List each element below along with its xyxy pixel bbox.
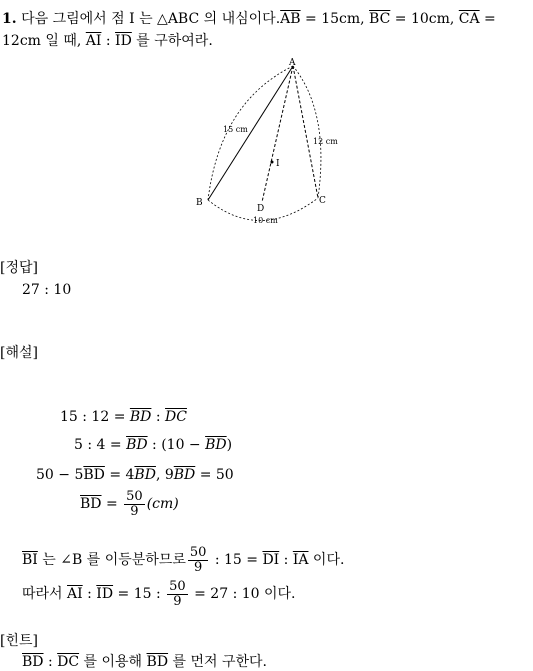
incenter-point [271, 161, 274, 164]
eq2-bd: $\overline{BD}$ [126, 437, 148, 453]
eq1-colon: : [151, 409, 166, 425]
hint-heading: [힌트] [0, 633, 38, 649]
s2-text-c: = 15 : [113, 586, 166, 603]
eq2-end: ) [226, 437, 233, 453]
eq3-end: = 50 [195, 467, 234, 483]
eq1-dc: $\overline{DC}$ [165, 409, 187, 425]
eq3-bd: $\overline{BD}$ [83, 467, 105, 483]
eq4-numerator: 50 [126, 489, 143, 504]
eq4-eq: = [101, 496, 123, 513]
label-vertex-c: C [319, 196, 326, 206]
explanation-sentence-1 [22, 546, 344, 574]
problem-number: 1. [2, 11, 17, 27]
hint-bd: $\overline{BD}$ [22, 654, 44, 670]
hint-end: 를 먼저 구한다. [168, 654, 267, 670]
ab-value: = 15cm, [300, 11, 370, 27]
label-vertex-a: A [289, 58, 296, 68]
s2-numerator: 50 [169, 579, 186, 594]
eq4-unit: (cm) [146, 496, 179, 513]
hint-mid: 를 이용해 [79, 654, 147, 670]
label-length-ab: 15 cm [223, 125, 248, 134]
equation-3 [36, 467, 234, 483]
bc-value: = 10cm, [390, 11, 459, 27]
problem-line-2 [2, 30, 213, 50]
eq3-bd-3: $\overline{BD}$ [173, 467, 196, 483]
problem-question: 를 구하여라. [131, 33, 213, 49]
s2-text-b: : [82, 586, 97, 603]
eq4-fraction [124, 490, 145, 518]
eq3-comma: , 9 [155, 467, 174, 483]
s1-fraction [188, 546, 209, 574]
eq2-bd-2: $\overline{BD}$ [205, 437, 227, 453]
hint-colon: : [43, 654, 58, 670]
eq2-mid: : (10 − [147, 437, 206, 453]
hint-text [22, 651, 267, 671]
segment-ad [262, 66, 293, 202]
s1-ia: $\overline{IA}$ [292, 552, 309, 569]
label-point-d: D [257, 204, 265, 214]
answer-value: 27 : 10 [22, 282, 72, 298]
eq3-bd-2: $\overline{BD}$ [134, 467, 156, 483]
segment-bc: $\overline{BC}$ [369, 11, 391, 27]
eq4-bd: $\overline{BD}$ [80, 496, 102, 513]
equation-1 [60, 409, 187, 425]
side-ac [293, 66, 318, 198]
s2-text-d: = 27 : 10 이다. [189, 586, 296, 603]
hint-bd-2: $\overline{BD}$ [146, 654, 169, 670]
s2-id: $\overline{ID}$ [96, 586, 114, 603]
ca-equals: = [479, 11, 496, 27]
triangle-figure [190, 52, 350, 232]
s1-denominator: 9 [193, 559, 203, 575]
problem-text: 다음 그림에서 점 I 는 △ABC 의 내심이다. [21, 11, 281, 27]
equation-2 [74, 437, 232, 453]
segment-ai: $\overline{AI}$ [85, 33, 102, 49]
s2-denominator: 9 [173, 593, 182, 609]
explanation-sentence-2 [22, 580, 296, 608]
s2-text-a: 따라서 [22, 586, 68, 603]
explanation-heading: [해설] [0, 345, 38, 361]
answer-heading: [정답] [0, 260, 38, 276]
s1-bi: $\overline{BI}$ [22, 552, 38, 569]
eq2-left: 5 : 4 = [74, 437, 127, 453]
ca-value: 12cm 일 때, [2, 33, 86, 49]
side-ab [208, 66, 293, 200]
s1-text-a: 는 ∠B 를 이등분하므로 [37, 552, 186, 569]
segment-ca: $\overline{CA}$ [458, 11, 480, 27]
eq1-bd: $\overline{BD}$ [129, 409, 152, 425]
label-vertex-b: B [196, 198, 203, 208]
segment-id: $\overline{ID}$ [115, 33, 132, 49]
eq3-mid: = 4 [104, 467, 135, 483]
equation-4 [80, 490, 179, 518]
eq1-left: 15 : 12 = [60, 409, 130, 425]
s1-text-d: 이다. [308, 552, 345, 569]
segment-ab: $\overline{AB}$ [280, 11, 301, 27]
eq3-left: 50 − 5 [36, 467, 84, 483]
s1-text-b: : 15 = [210, 552, 263, 569]
s1-text-c: : [279, 552, 293, 569]
hint-dc: $\overline{DC}$ [57, 654, 80, 670]
problem-line-1 [2, 8, 496, 28]
s1-numerator: 50 [189, 545, 207, 560]
s1-di: $\overline{DI}$ [262, 552, 280, 569]
ratio-colon: : [101, 33, 116, 49]
s2-fraction [167, 580, 188, 608]
s2-ai: $\overline{AI}$ [67, 586, 83, 603]
label-point-i: I [276, 159, 280, 169]
label-length-ac: 12 cm [313, 137, 338, 146]
label-length-bc: 10 cm [253, 216, 278, 225]
eq4-denominator: 9 [130, 503, 139, 519]
